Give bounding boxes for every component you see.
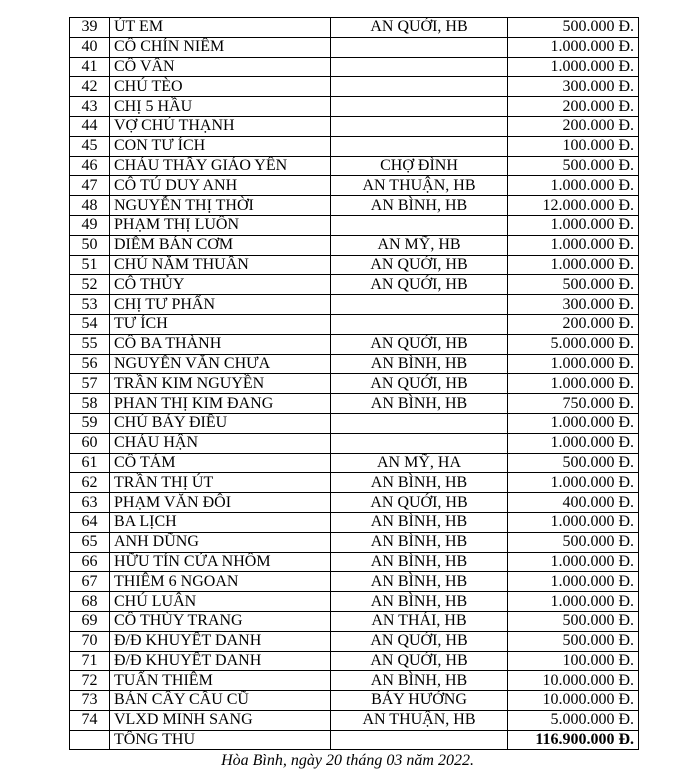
donor-location: AN BÌNH, HB (331, 532, 508, 552)
donation-amount: 500.000 Đ. (508, 532, 639, 552)
donor-location: AN BÌNH, HB (331, 671, 508, 691)
table-row (70, 97, 639, 117)
donor-name: DIỄM BÁN CƠM (110, 235, 331, 255)
donation-amount: 1.000.000 Đ. (508, 255, 639, 275)
table-row (70, 334, 639, 354)
row-number: 71 (70, 651, 110, 671)
table-row (70, 473, 639, 493)
row-number: 63 (70, 493, 110, 513)
row-number: 69 (70, 611, 110, 631)
row-number (70, 730, 110, 750)
table-row (70, 255, 639, 275)
donor-name: CÔ THÙY TRANG (110, 611, 331, 631)
donation-table (69, 17, 639, 750)
donor-location: AN BÌNH, HB (331, 592, 508, 612)
row-number: 39 (70, 18, 110, 38)
donor-location: AN QUỚI, HB (331, 334, 508, 354)
donation-amount: 500.000 Đ. (508, 18, 639, 38)
row-number: 55 (70, 334, 110, 354)
donor-name: CÔ BA THÀNH (110, 334, 331, 354)
donor-location: AN MỸ, HB (331, 235, 508, 255)
donor-name: PHẠM THỊ LUÔN (110, 215, 331, 235)
donor-name: CHÁU HẬN (110, 433, 331, 453)
donation-amount: 1.000.000 Đ. (508, 235, 639, 255)
row-number: 40 (70, 37, 110, 57)
donor-location: AN QUỚI, HB (331, 631, 508, 651)
donation-amount: 500.000 Đ. (508, 631, 639, 651)
row-number: 66 (70, 552, 110, 572)
donor-name: CHỊ 5 HẦU (110, 97, 331, 117)
donor-name: TRẦN KIM NGUYỀN (110, 374, 331, 394)
donation-amount: 116.900.000 Đ. (508, 730, 639, 750)
donation-amount: 1.000.000 Đ. (508, 552, 639, 572)
donation-amount: 1.000.000 Đ. (508, 473, 639, 493)
donor-name: ANH DŨNG (110, 532, 331, 552)
row-number: 67 (70, 572, 110, 592)
donor-location: AN BÌNH, HB (331, 473, 508, 493)
donation-amount: 200.000 Đ. (508, 314, 639, 334)
row-number: 61 (70, 453, 110, 473)
donor-name: CÔ VÂN (110, 57, 331, 77)
donation-amount: 100.000 Đ. (508, 651, 639, 671)
row-number: 49 (70, 215, 110, 235)
donation-amount: 1.000.000 Đ. (508, 572, 639, 592)
donation-amount: 1.000.000 Đ. (508, 215, 639, 235)
donation-amount: 400.000 Đ. (508, 493, 639, 513)
donor-name: CÔ THỦY (110, 275, 331, 295)
table-row (70, 57, 639, 77)
row-number: 42 (70, 77, 110, 97)
donor-name: ÚT EM (110, 18, 331, 38)
donor-location: AN THÁI, HB (331, 611, 508, 631)
donor-location (331, 314, 508, 334)
donor-location (331, 57, 508, 77)
donor-name: Đ/Đ KHUYẾT DANH (110, 651, 331, 671)
donation-amount: 5.000.000 Đ. (508, 334, 639, 354)
table-row (70, 235, 639, 255)
donor-name: CÔ CHÍN NIÊM (110, 37, 331, 57)
donor-name: TRẦN THỊ ÚT (110, 473, 331, 493)
table-row (70, 512, 639, 532)
donor-name: NGUYỄN THỊ THỜI (110, 196, 331, 216)
donation-amount: 100.000 Đ. (508, 136, 639, 156)
donor-name: PHẠM VĂN ĐÔI (110, 493, 331, 513)
donor-location (331, 730, 508, 750)
donor-location: AN MỸ, HA (331, 453, 508, 473)
table-row (70, 413, 639, 433)
row-number: 68 (70, 592, 110, 612)
donation-amount: 10.000.000 Đ. (508, 671, 639, 691)
donor-name: PHAN THỊ KIM ĐANG (110, 394, 331, 414)
donor-name: CHỊ TƯ PHẤN (110, 295, 331, 315)
donor-location (331, 215, 508, 235)
table-row (70, 572, 639, 592)
table-row (70, 314, 639, 334)
table-row (70, 552, 639, 572)
date-footer: Hòa Bình, ngày 20 tháng 03 năm 2022. (221, 752, 474, 769)
row-number: 72 (70, 671, 110, 691)
row-number: 64 (70, 512, 110, 532)
donor-name: BÁN CÂY CẦU CŨ (110, 691, 331, 711)
donation-amount: 12.000.000 Đ. (508, 196, 639, 216)
donor-location (331, 413, 508, 433)
row-number: 65 (70, 532, 110, 552)
row-number: 74 (70, 710, 110, 730)
donation-amount: 500.000 Đ. (508, 275, 639, 295)
donor-location (331, 136, 508, 156)
table-row (70, 710, 639, 730)
donation-amount: 1.000.000 Đ. (508, 413, 639, 433)
donor-location (331, 295, 508, 315)
donation-amount: 10.000.000 Đ. (508, 691, 639, 711)
row-number: 62 (70, 473, 110, 493)
donor-location (331, 116, 508, 136)
row-number: 57 (70, 374, 110, 394)
donor-location: AN BÌNH, HB (331, 552, 508, 572)
donor-name: NGUYỄN VĂN CHƯA (110, 354, 331, 374)
donation-amount: 1.000.000 Đ. (508, 512, 639, 532)
row-number: 56 (70, 354, 110, 374)
donation-amount: 750.000 Đ. (508, 394, 639, 414)
row-number: 48 (70, 196, 110, 216)
donor-name: THIÊM 6 NGOAN (110, 572, 331, 592)
donation-amount: 300.000 Đ. (508, 295, 639, 315)
row-number: 51 (70, 255, 110, 275)
donor-name: CÔ TÁM (110, 453, 331, 473)
row-number: 43 (70, 97, 110, 117)
table-row (70, 532, 639, 552)
donor-location: AN QUỚI, HB (331, 374, 508, 394)
donation-amount: 500.000 Đ. (508, 453, 639, 473)
donation-amount: 1.000.000 Đ. (508, 176, 639, 196)
donation-amount: 500.000 Đ. (508, 156, 639, 176)
donor-name: HỮU TÍN CỬA NHÔM (110, 552, 331, 572)
donation-amount: 1.000.000 Đ. (508, 57, 639, 77)
donor-location: BẢY HƯỞNG (331, 691, 508, 711)
table-row (70, 493, 639, 513)
table-row (70, 671, 639, 691)
table-row (70, 433, 639, 453)
donation-amount: 200.000 Đ. (508, 97, 639, 117)
donor-location: AN QUỚI, HB (331, 18, 508, 38)
table-row (70, 18, 639, 38)
donor-location: AN QUỚI, HB (331, 651, 508, 671)
table-row (70, 215, 639, 235)
donor-location: AN THUẬN, HB (331, 710, 508, 730)
donor-name: TUẤN THIÊM (110, 671, 331, 691)
donor-name: CHÚ LUÂN (110, 592, 331, 612)
row-number: 50 (70, 235, 110, 255)
row-number: 41 (70, 57, 110, 77)
row-number: 73 (70, 691, 110, 711)
donation-amount: 1.000.000 Đ. (508, 592, 639, 612)
table-row (70, 176, 639, 196)
table-row (70, 295, 639, 315)
table-row (70, 691, 639, 711)
donation-amount: 200.000 Đ. (508, 116, 639, 136)
row-number: 59 (70, 413, 110, 433)
table-row (70, 275, 639, 295)
row-number: 52 (70, 275, 110, 295)
table-row (70, 611, 639, 631)
donation-table-body (70, 18, 639, 750)
row-number: 58 (70, 394, 110, 414)
table-row (70, 631, 639, 651)
table-row (70, 453, 639, 473)
table-row (70, 354, 639, 374)
row-number: 70 (70, 631, 110, 651)
donor-location (331, 97, 508, 117)
table-row (70, 156, 639, 176)
donation-amount: 1.000.000 Đ. (508, 433, 639, 453)
donation-amount: 1.000.000 Đ. (508, 374, 639, 394)
donor-name: VLXD MINH SANG (110, 710, 331, 730)
table-row (70, 394, 639, 414)
table-row (70, 196, 639, 216)
donor-location (331, 37, 508, 57)
table-row (70, 37, 639, 57)
donor-name: BA LỊCH (110, 512, 331, 532)
donor-name: TƯ ÍCH (110, 314, 331, 334)
donor-name: CHÚ TÈO (110, 77, 331, 97)
row-number: 46 (70, 156, 110, 176)
row-number: 54 (70, 314, 110, 334)
donor-location: AN QUỚI, HB (331, 493, 508, 513)
donation-amount: 1.000.000 Đ. (508, 354, 639, 374)
donation-amount: 1.000.000 Đ. (508, 37, 639, 57)
table-row (70, 77, 639, 97)
donor-name: CON TƯ ÍCH (110, 136, 331, 156)
row-number: 53 (70, 295, 110, 315)
donation-amount: 300.000 Đ. (508, 77, 639, 97)
donor-name: VỢ CHÚ THẠNH (110, 116, 331, 136)
donor-location: AN BÌNH, HB (331, 354, 508, 374)
donor-location: AN THUẬN, HB (331, 176, 508, 196)
donor-name: CHÚ NĂM THUẦN (110, 255, 331, 275)
donor-location (331, 433, 508, 453)
row-number: 45 (70, 136, 110, 156)
row-number: 47 (70, 176, 110, 196)
row-number: 60 (70, 433, 110, 453)
donor-name: CHÁU THẦY GIÁO YÊN (110, 156, 331, 176)
donor-location: AN QUỚI, HB (331, 275, 508, 295)
donor-location: AN QUỚI, HB (331, 255, 508, 275)
donor-name: CHÚ BẢY ĐIỀU (110, 413, 331, 433)
donor-location (331, 77, 508, 97)
donor-location: CHỢ ĐÌNH (331, 156, 508, 176)
donor-location: AN BÌNH, HB (331, 572, 508, 592)
total-row (70, 730, 639, 750)
row-number: 44 (70, 116, 110, 136)
donor-location: AN BÌNH, HB (331, 196, 508, 216)
table-row (70, 374, 639, 394)
table-row (70, 651, 639, 671)
table-row (70, 116, 639, 136)
donation-amount: 500.000 Đ. (508, 611, 639, 631)
donor-name: TỔNG THU (110, 730, 331, 750)
table-row (70, 136, 639, 156)
donor-location: AN BÌNH, HB (331, 394, 508, 414)
donor-name: Đ/Đ KHUYẾT DANH (110, 631, 331, 651)
donor-name: CÔ TÚ DUY ANH (110, 176, 331, 196)
table-row (70, 592, 639, 612)
donor-location: AN BÌNH, HB (331, 512, 508, 532)
donation-amount: 5.000.000 Đ. (508, 710, 639, 730)
